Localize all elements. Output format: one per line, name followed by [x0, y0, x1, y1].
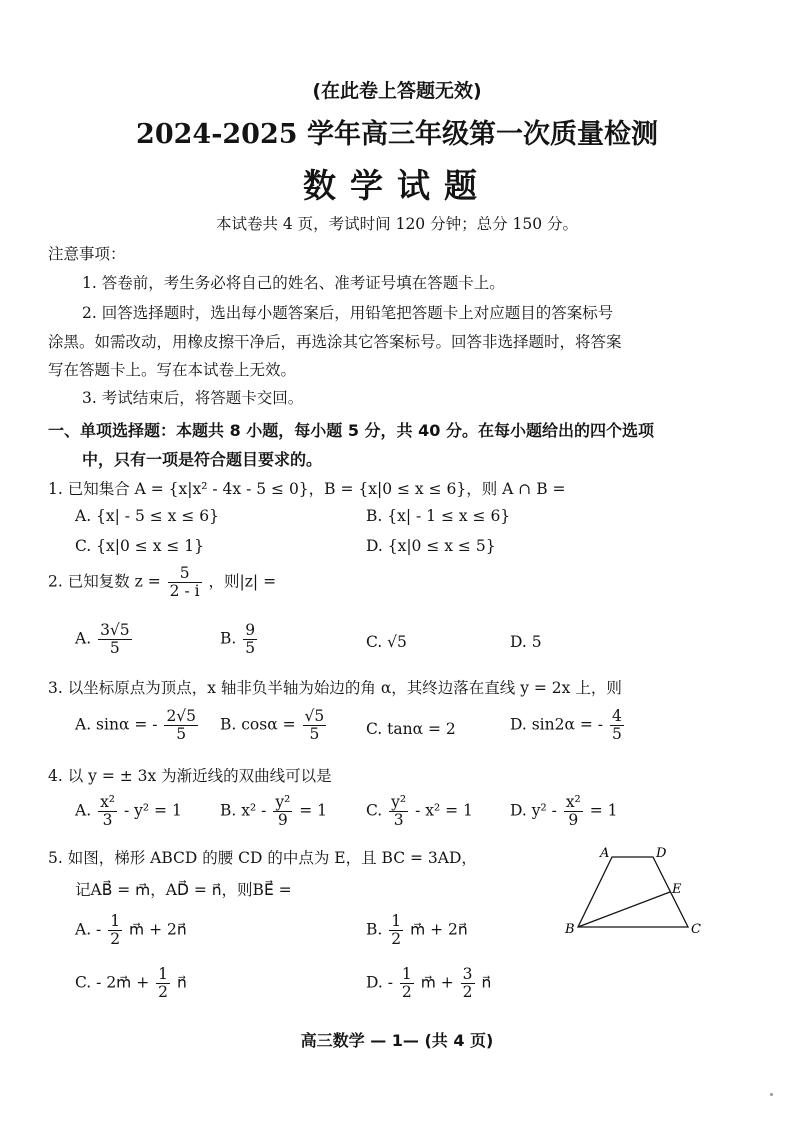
question-2-option-a: A. $\frac{3√5}{5}$	[75, 621, 130, 658]
label-a: A	[600, 846, 610, 861]
q2-fraction: $\frac{5}{2 - i}$	[169, 564, 200, 601]
question-5-option-a: A. - $\frac{1}{2}$ m⃗ + 2n⃗	[75, 912, 187, 949]
label-b: B	[565, 922, 575, 937]
q2-suffix: ，则|z| =	[208, 572, 277, 591]
instruction-2-line3: 写在答题卡上。写在本试卷上无效。	[48, 361, 297, 379]
question-4-option-c: C. $\frac{\text{y²}}{3}$ - x² = 1	[366, 793, 473, 830]
question-2-stem	[48, 565, 276, 600]
question-3-stem: 3. 以坐标原点为顶点，x 轴非负半轴为始边的角 α，其终边落在直线 y = 2x 上，则	[48, 679, 622, 697]
instruction-1: 1. 答卷前，考生务必将自己的姓名、准考证号填在答题卡上。	[82, 274, 505, 292]
exam-title: 2024-2025 学年高三年级第一次质量检测	[136, 119, 658, 150]
exam-info: 本试卷共 4 页，考试时间 120 分钟；总分 150 分。	[215, 215, 579, 233]
instruction-2-line1: 2. 回答选择题时，选出每小题答案后，用铅笔把答题卡上对应题目的答案标号	[82, 304, 614, 322]
instruction-3: 3. 考试结束后，将答题卡交回。	[82, 389, 304, 407]
instructions-heading: 注意事项：	[48, 245, 126, 263]
section1-heading-line2: 中，只有一项是符合题目要求的。	[82, 450, 323, 469]
scan-speck	[770, 1093, 773, 1096]
question-3-option-b: B. cosα = $\frac{√5}{5}$	[220, 707, 325, 744]
question-1-option-b: B. {x| - 1 ≤ x ≤ 6}	[366, 507, 511, 525]
question-5-option-c: C. - 2m⃗ + $\frac{1}{2}$ n⃗	[75, 965, 187, 1002]
question-2-option-b: B. $\frac{9}{5}$	[220, 621, 256, 658]
exam-notice: (在此卷上答题无效)	[312, 80, 482, 102]
question-1-option-d: D. {x|0 ≤ x ≤ 5}	[366, 537, 496, 555]
label-c: C	[691, 922, 701, 937]
question-1-option-a: A. {x| - 5 ≤ x ≤ 6}	[75, 507, 219, 525]
q2-prefix: 2. 已知复数 z =	[48, 572, 161, 591]
subject-title: 数学试题	[303, 166, 491, 205]
section1-heading-line1: 一、单项选择题：本题共 8 小题，每小题 5 分，共 40 分。在每小题给出的四个选项	[48, 421, 654, 440]
label-d: D	[656, 846, 667, 861]
question-3-option-d: D. sin2α = - $\frac{4}{5}$	[510, 707, 622, 744]
page-footer: 高三数学 — 1— (共 4 页)	[300, 1031, 494, 1050]
question-1-option-c: C. {x|0 ≤ x ≤ 1}	[75, 537, 204, 555]
question-4-option-a: A. $\frac{\text{x²}}{3}$ - y² = 1	[75, 793, 182, 830]
question-5-stem-line2: 记AB⃗ = m⃗，AD⃗ = n⃗，则BE⃗ =	[75, 881, 292, 899]
question-4-stem: 4. 以 y = ± 3x 为渐近线的双曲线可以是	[48, 767, 332, 785]
question-2-option-d: D. 5	[510, 633, 542, 651]
question-4-option-d: D. y² - $\frac{\text{x²}}{9}$ = 1	[510, 793, 618, 830]
question-3-option-a: A. sinα = - $\frac{2√5}{5}$	[75, 707, 197, 744]
question-5-option-b: B. $\frac{1}{2}$ m⃗ + 2n⃗	[366, 912, 468, 949]
question-5-option-d: D. - $\frac{1}{2}$ m⃗ + $\frac{3}{2}$ n⃗	[366, 965, 492, 1002]
question-1-stem: 1. 已知集合 A = {x|x² - 4x - 5 ≤ 0}，B = {x|0 ≤ x ≤ 6}，则 A ∩ B =	[48, 480, 566, 498]
instruction-2-line2: 涂黑。如需改动，用橡皮擦干净后，再选涂其它答案标号。回答非选择题时，将答案	[48, 333, 622, 351]
question-3-option-c: C. tanα = 2	[366, 720, 456, 738]
question-2-option-c: C. √5	[366, 633, 407, 651]
label-e: E	[672, 882, 682, 897]
trapezoid-figure	[560, 845, 710, 945]
question-4-option-b: B. x² - $\frac{\text{y²}}{9}$ = 1	[220, 793, 328, 830]
question-5-stem-line1: 5. 如图，梯形 ABCD 的腰 CD 的中点为 E，且 BC = 3AD，	[48, 849, 477, 867]
